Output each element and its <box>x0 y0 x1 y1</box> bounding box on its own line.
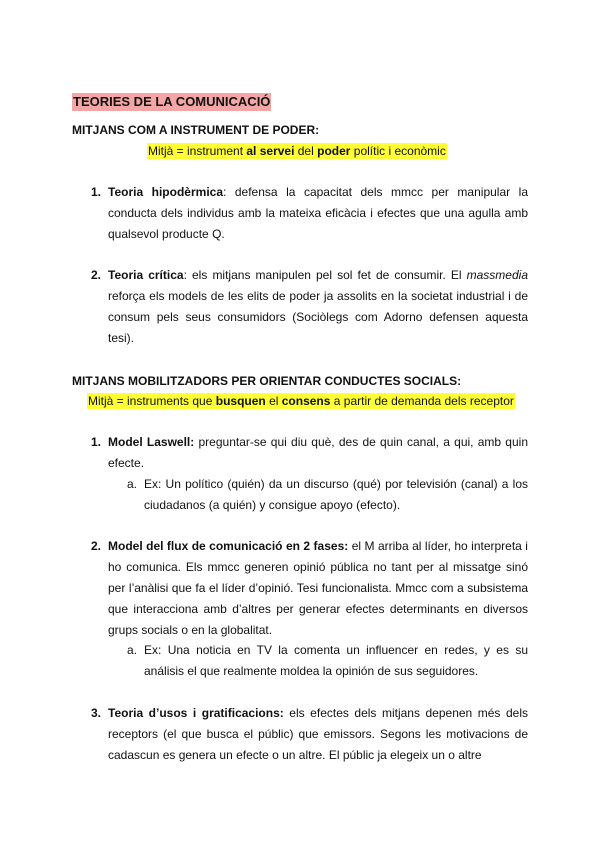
list-item-model-laswell: 1. Model Laswell: preguntar-se qui diu què, des de quin canal, a qui, amb quin efecte. <box>91 435 528 470</box>
section2-highlight: Mitjà = instruments que busquen el consens a partir de demanda dels receptor <box>88 394 514 408</box>
list-item-model-flux: 2. Model del flux de comunicació en 2 fases: el M arriba al líder, ho interpreta i ho comunica. Els mmcc generen opinió pública no tant per al missatge sinó per l’anàlisi que fa el líder d’opinió. Tesi funcionalista. Mmcc com a subsistema que interacciona amb d’altres per generar efectes determinants en diversos grups socials o en la globalitat. <box>91 539 528 637</box>
sub-item-laswell-example: a. Ex: Un político (quién) da un discurso (qué) por televisión (canal) a los ciudadanos (a quién) y consigue apoyo (efecto). <box>127 477 528 512</box>
list-item-teoria-critica: 2. Teoria crítica: els mitjans manipulen pel sol fet de consumir. El massmedia reforça els models de les elits de poder ja assolits en la societat industrial i de consum pels seus consumidors (Sociòlegs com Adorno defensen aquesta tesi). <box>91 268 528 345</box>
sub-item-flux-example: a. Ex: Una noticia en TV la comenta un influencer en redes, y es su análisis el que realmente moldea la opinión de sus seguidores. <box>127 643 528 678</box>
section2-heading: MITJANS MOBILITZADORS PER ORIENTAR CONDUCTES SOCIALS: <box>72 374 462 388</box>
list-item-teoria-usos: 3. Teoria d’usos i gratificacions: els efectes dels mitjans depenen més dels receptors (el que busca el públic) que emissors. Segons les motivacions de cadascun es genera un efecte o un altre. El públic ja elegeix un o altre <box>91 706 528 762</box>
section1-heading: MITJANS COM A INSTRUMENT DE PODER: <box>72 123 320 137</box>
list-item-teoria-hipodermica: 1. Teoria hipodèrmica: defensa la capacitat dels mmcc per manipular la conducta dels individus amb la mateixa eficàcia i efectes que una agulla amb qualsevol producte Q. <box>91 185 528 241</box>
section1-highlight: Mitjà = instrument al servei del poder polític i econòmic <box>148 144 446 158</box>
document-title: TEORIES DE LA COMUNICACIÓ <box>73 94 271 109</box>
